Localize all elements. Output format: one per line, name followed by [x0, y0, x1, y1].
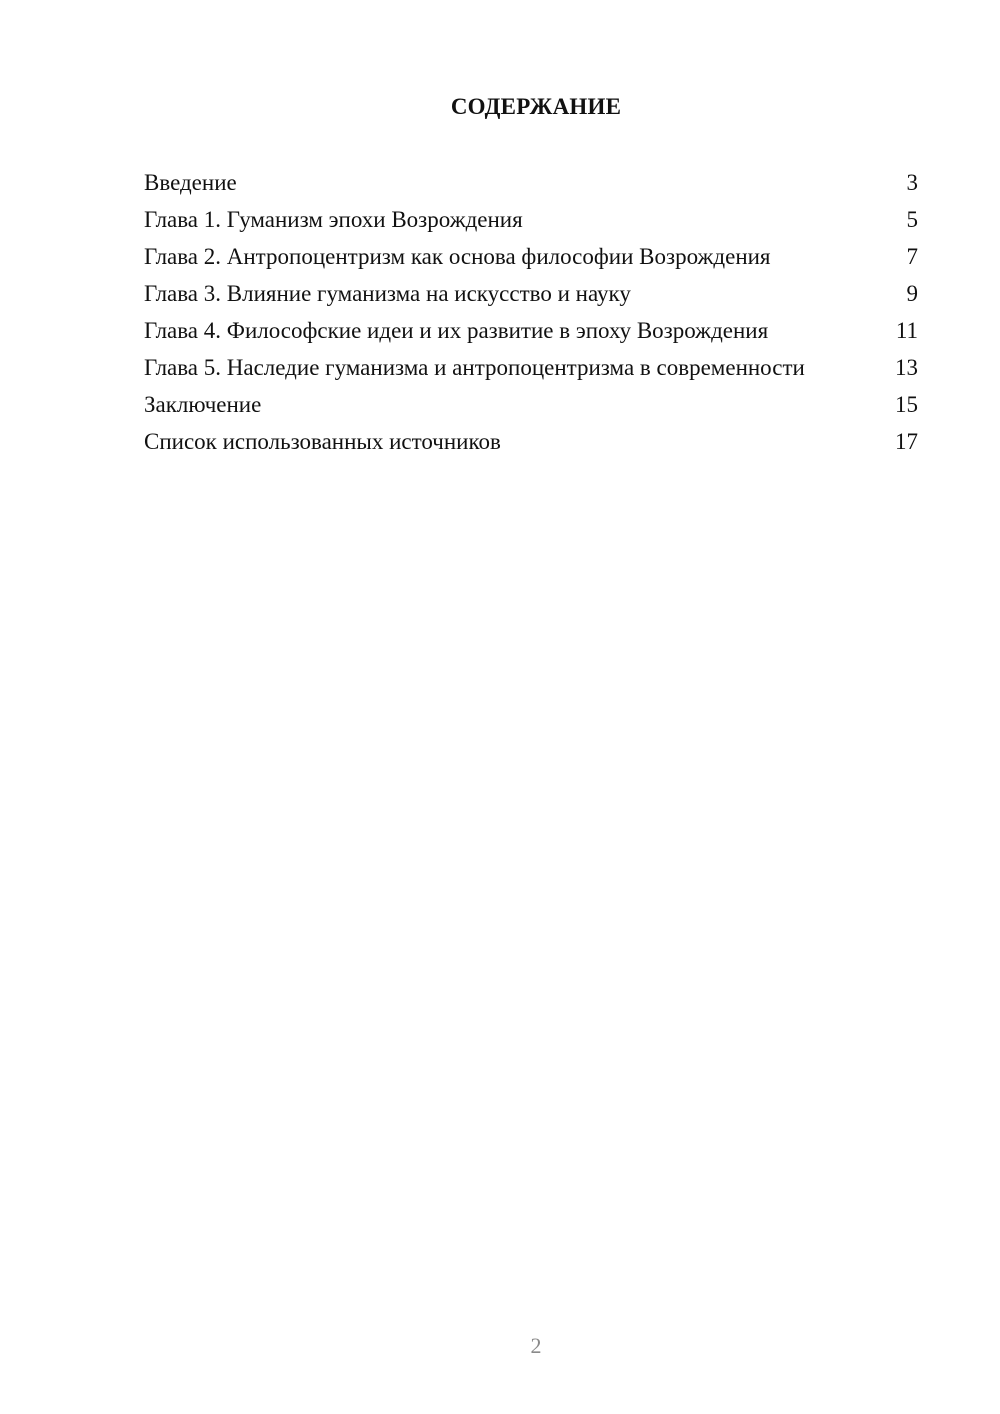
- toc-entry-title: Заключение: [144, 392, 262, 417]
- table-of-contents: [144, 170, 918, 466]
- toc-entry-title: Глава 5. Наследие гуманизма и антропоцентризма в современности: [144, 355, 805, 380]
- toc-entry-title: Глава 4. Философские идеи и их развитие в эпоху Возрождения: [144, 318, 769, 343]
- toc-entry-chapter-1: [144, 207, 918, 233]
- toc-entry-page: 9: [906, 281, 918, 306]
- toc-entry-chapter-4: [144, 318, 918, 344]
- toc-entry-page: 5: [906, 207, 918, 232]
- toc-entry-chapter-2: [144, 244, 918, 270]
- toc-entry-title: Глава 1. Гуманизм эпохи Возрождения: [144, 207, 523, 232]
- toc-entry-page: 3: [906, 170, 918, 195]
- toc-entry-page: 11: [895, 318, 918, 343]
- toc-entry-title: Глава 3. Влияние гуманизма на искусство и науку: [144, 281, 631, 306]
- toc-entry-page: 13: [895, 355, 918, 380]
- toc-entry-conclusion: [144, 392, 918, 418]
- toc-entry-page: 7: [906, 244, 918, 269]
- toc-entry-page: 17: [895, 429, 918, 454]
- toc-entry-title: Введение: [144, 170, 237, 195]
- toc-entry-title: Список использованных источников: [144, 429, 501, 454]
- toc-entry-references: [144, 429, 918, 455]
- page-title: СОДЕРЖАНИЕ: [450, 94, 622, 119]
- toc-entry-chapter-3: [144, 281, 918, 307]
- toc-entry-title: Глава 2. Антропоцентризм как основа философии Возрождения: [144, 244, 771, 269]
- page-number: 2: [530, 1333, 542, 1358]
- toc-entry-introduction: [144, 170, 918, 196]
- toc-entry-chapter-5: [144, 355, 918, 381]
- toc-entry-page: 15: [895, 392, 918, 417]
